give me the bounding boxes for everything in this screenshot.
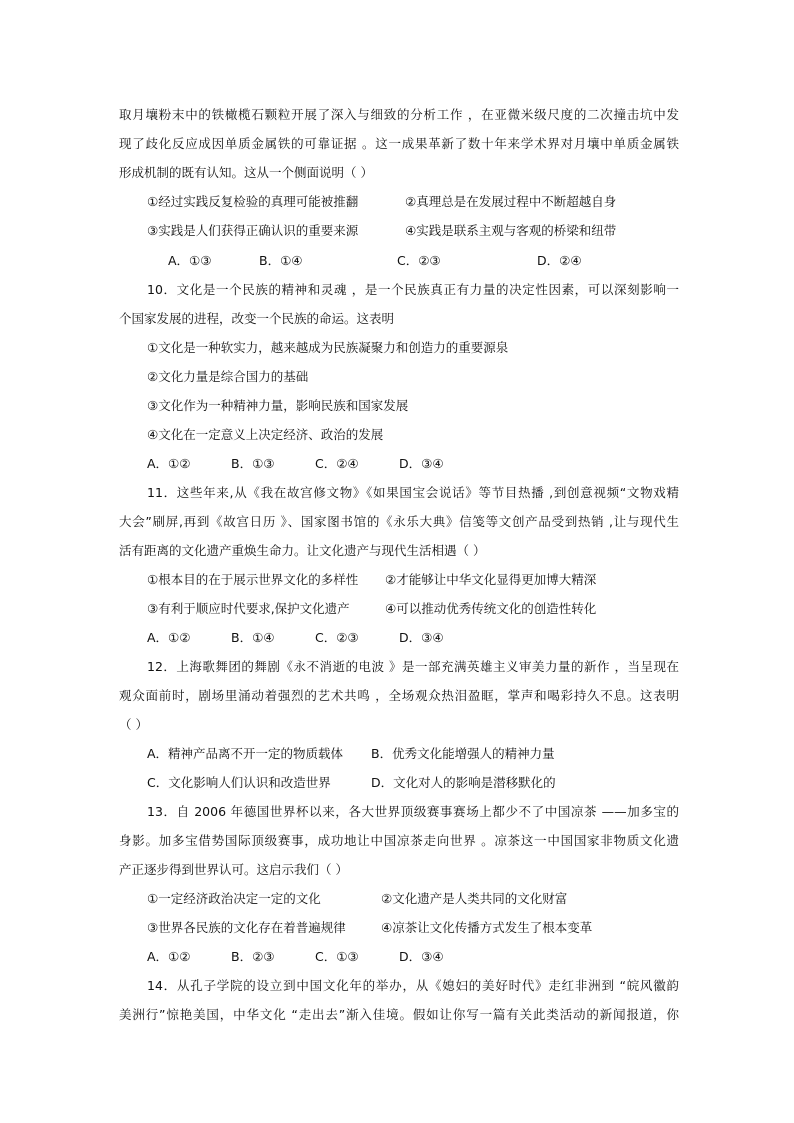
q11-choice-b: B．①④	[231, 630, 275, 645]
q13-choice-a: A．①②	[147, 949, 191, 964]
q11-choice-a: A．①②	[147, 630, 191, 645]
q11-choice-c: C．②③	[315, 630, 359, 645]
q9-choice-c: C．②③	[397, 253, 441, 268]
q10-stem-line: 个国家发展的进程，改变一个民族的命运。这表明	[119, 311, 395, 326]
q12-stem-line: （ ）	[119, 717, 148, 732]
q13-stem-line: 身影。加多宝借势国际顶级赛事，成功地让中国凉茶走向世界 。凉茶这一中国国家非物质文化遗	[119, 833, 679, 848]
q13-option: ①一定经济政治决定一定的文化	[147, 891, 321, 906]
q10-choice-d: D．③④	[399, 456, 444, 471]
q9-choice-a: A．①③	[168, 253, 212, 268]
q13-choice-c: C．①③	[315, 949, 359, 964]
q9-option: ②真理总是在发展过程中不断超越自身	[405, 194, 617, 209]
q9-stem-line: 取月壤粉末中的铁橄榄石颗粒开展了深入与细致的分析工作 ，在亚微米级尺度的二次撞击坑中发	[119, 107, 679, 122]
q10-option: ①文化是一种软实力，越来越成为民族凝聚力和创造力的重要源泉	[147, 340, 509, 355]
q12-stem-line: 观众面前时，剧场里涌动着强烈的艺术共鸣 ，全场观众热泪盈眶，掌声和喝彩持久不息。这表明	[119, 688, 679, 703]
q12-option: B．优秀文化能增强人的精神力量	[371, 746, 555, 761]
q13-choice-d: D．③④	[399, 949, 444, 964]
q10-option: ②文化力量是综合国力的基础	[147, 369, 309, 384]
q9-choice-d: D．②④	[537, 253, 582, 268]
q9-stem-line: 现了歧化反应成因单质金属铁的可靠证据 。这一成果革新了数十年来学术界对月壤中单质金属铁	[119, 136, 679, 151]
q10-choice-c: C．②④	[315, 456, 359, 471]
q12-option: D．文化对人的影响是潜移默化的	[371, 775, 556, 790]
q13-option: ④凉茶让文化传播方式发生了根本变革	[381, 920, 593, 935]
q9-stem-line: 形成机制的既有认知。这从一个侧面说明（ ）	[119, 165, 373, 180]
q12-option: A．精神产品离不开一定的物质载体	[147, 746, 344, 761]
q11-stem-line: 大会”刷屏,再到《故宫日历 》、国家图书馆的《永乐大典》信笺等文创产品受到热销 ,让与现代生	[119, 514, 679, 529]
q12-stem-line: 12．上海歌舞团的舞剧《永不消逝的电波 》是一部充满英雄主义审美力量的新作 ，当呈现在	[147, 659, 679, 674]
q9-choice-b: B．①④	[259, 253, 303, 268]
q9-option: ③实践是人们获得正确认识的重要来源	[147, 223, 359, 238]
q10-stem-line: 10．文化是一个民族的精神和灵魂 ，是一个民族真正有力量的决定性因素，可以深刻影响一	[147, 282, 679, 297]
q14-stem-line: 14．从孔子学院的设立到中国文化年的举办，从《媳妇的美好时代》走红非洲到 “皖风徽韵	[147, 978, 679, 993]
q9-option: ①经过实践反复检验的真理可能被推翻	[147, 194, 359, 209]
q10-choice-b: B．①③	[231, 456, 275, 471]
q11-option: ①根本目的在于展示世界文化的多样性	[147, 572, 359, 587]
q11-stem-line: 活有距离的文化遗产重焕生命力。让文化遗产与现代生活相遇（ ）	[119, 543, 486, 558]
q13-choice-b: B．②③	[231, 949, 275, 964]
q14-stem-line: 美洲行”惊艳美国，中华文化 “走出去”渐入佳境。假如让你写一篇有关此类活动的新闻报道，你	[119, 1007, 679, 1022]
q11-option: ④可以推动优秀传统文化的创造性转化	[385, 601, 597, 616]
q10-option: ④文化在一定意义上决定经济、政治的发展	[147, 427, 384, 442]
q11-option: ②才能够让中华文化显得更加博大精深	[385, 572, 597, 587]
q10-choice-a: A．①②	[147, 456, 191, 471]
q10-option: ③文化作为一种精神力量，影响民族和国家发展	[147, 398, 409, 413]
q13-option: ③世界各民族的文化存在着普遍规律	[147, 920, 346, 935]
q11-stem-line: 11．这些年来,从《我在故宫修文物》《如果国宝会说话》等节目热播 ,到创意视频“文物戏精	[147, 485, 679, 500]
q11-option: ③有利于顺应时代要求,保护文化遗产	[147, 601, 350, 616]
q9-option: ④实践是联系主观与客观的桥梁和纽带	[405, 223, 617, 238]
q11-choice-d: D．③④	[399, 630, 444, 645]
q13-option: ②文化遗产是人类共同的文化财富	[381, 891, 568, 906]
q13-stem-line: 13．自 2006 年德国世界杯以来，各大世界顶级赛事赛场上都少不了中国凉茶 ——加多宝的	[147, 804, 679, 819]
q12-option: C．文化影响人们认识和改造世界	[147, 775, 331, 790]
q13-stem-line: 产正逐步得到世界认可。这启示我们（ ）	[119, 862, 348, 877]
